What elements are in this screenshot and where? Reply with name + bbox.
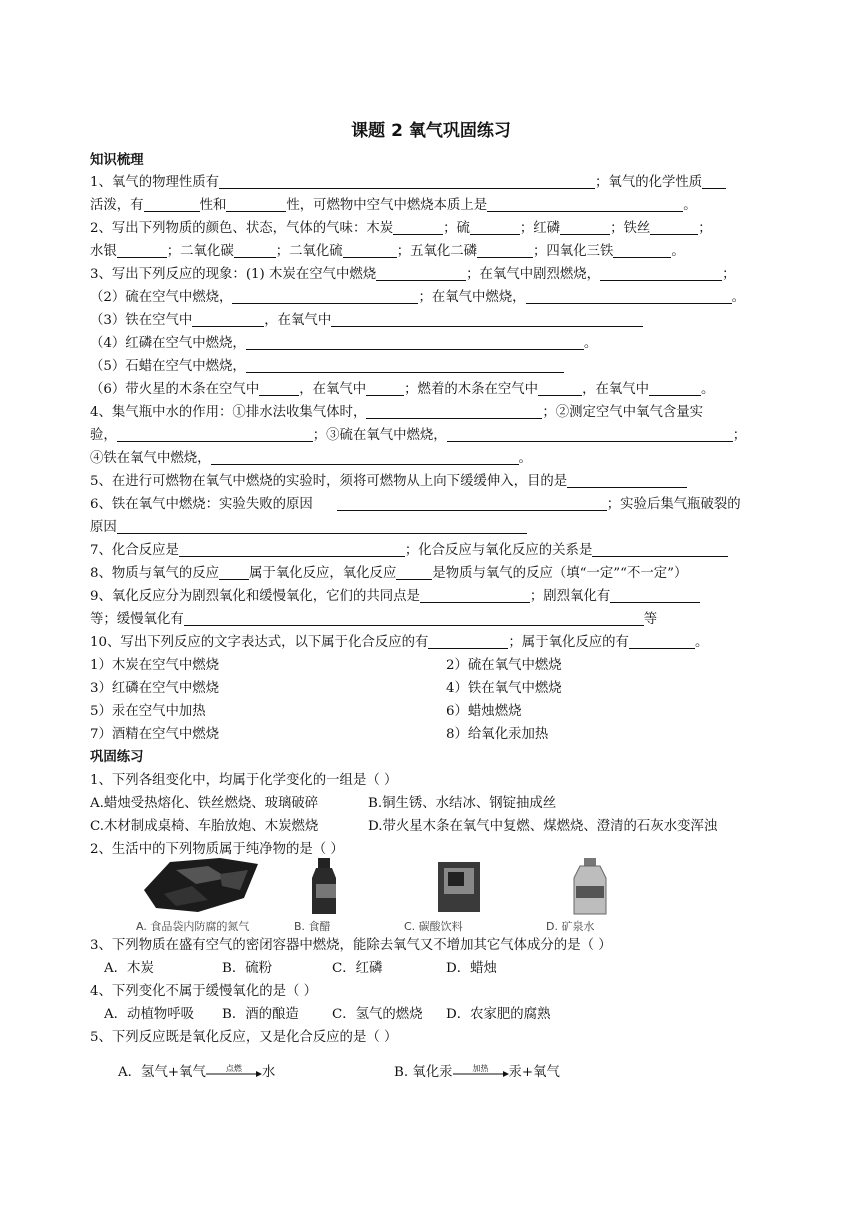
blank[interactable] (259, 380, 299, 396)
text: 是物质与氧气的反应（填“一定”“不一定”） (432, 566, 688, 581)
question-4-line-2 (90, 425, 746, 447)
blank[interactable] (650, 219, 698, 235)
text: 7、化合反应是 (90, 543, 179, 558)
text: ，在氧气中 (299, 382, 367, 397)
option-d-picture[interactable] (532, 856, 642, 934)
text: ；在氧气中燃烧， (418, 290, 526, 305)
blank[interactable] (219, 564, 249, 580)
option-a[interactable]: A．木炭 (104, 961, 154, 976)
reaction-item: 2）硫在氧气中燃烧 (446, 658, 562, 673)
blank[interactable] (702, 173, 726, 189)
text: （2）硫在空气中燃烧， (90, 290, 233, 305)
text: ；四氧化三铁 (533, 244, 614, 259)
reaction-item: 6）蜡烛燃烧 (446, 704, 522, 719)
text: ；二氧化硫 (275, 244, 343, 259)
option-d[interactable]: D.带火星木条在氧气中复燃、煤燃烧、澄清的石灰水变浑浊 (368, 819, 718, 834)
blank[interactable] (246, 357, 564, 373)
text: ； (722, 267, 736, 282)
text: ；红磷 (519, 221, 561, 236)
reactants: A．氢气+氧气 (118, 1065, 206, 1080)
blank[interactable] (592, 541, 728, 557)
blank[interactable] (337, 495, 607, 511)
text: 等 (643, 612, 658, 627)
text: ；③硫在氧气中燃烧， (312, 428, 447, 443)
question-1-line-2 (90, 195, 697, 217)
blank[interactable] (396, 564, 432, 580)
blank[interactable] (447, 426, 733, 442)
text: 。 (518, 451, 532, 466)
text: 等；缓慢氧化有 (90, 612, 184, 627)
blank[interactable] (470, 219, 520, 235)
question-4-line-3 (90, 448, 532, 470)
question-2-pictures (136, 856, 736, 934)
blank[interactable] (192, 311, 264, 327)
text: ；燃着的木条在空气中 (404, 382, 539, 397)
text: 3、写出下列反应的现象：(1) 木炭在空气中燃烧 (90, 267, 377, 282)
blank[interactable] (343, 242, 397, 258)
option-a[interactable] (118, 1062, 275, 1084)
blank[interactable] (420, 587, 530, 603)
blank[interactable] (366, 380, 404, 396)
text: 性，可燃物中空气中燃烧本质上是 (286, 198, 488, 213)
text: ； (732, 428, 747, 443)
text: 。 (701, 382, 715, 397)
option-c[interactable]: C.木材制成桌椅、车胎放炮、木炭燃烧 (90, 819, 319, 834)
text: ；化合反应与氧化反应的关系是 (404, 543, 593, 558)
text: 原因 (90, 520, 117, 535)
text: 。 (683, 198, 697, 213)
question-3-line-3 (90, 310, 643, 332)
blank[interactable] (117, 518, 527, 534)
option-b[interactable]: B.铜生锈、水结冰、钢锭抽成丝 (368, 796, 557, 811)
text: ；铁丝 (610, 221, 651, 236)
text: 10、写出下列反应的文字表达式，以下属于化合反应的有 (90, 635, 429, 650)
question-3-line-2 (90, 287, 745, 309)
reaction-item: 1）木炭在空气中燃烧 (90, 658, 220, 673)
question-10 (90, 632, 708, 654)
condition: 点燃 (225, 1064, 242, 1073)
text: 水银 (90, 244, 117, 259)
question-3-line-6 (90, 379, 714, 401)
text: 2、写出下列物质的颜色、状态，气体的气味：木炭 (90, 221, 394, 236)
option-c[interactable]: C．氢气的燃烧 (332, 1007, 423, 1022)
question-3-line-1 (90, 264, 735, 286)
text: ；硫 (443, 221, 470, 236)
reactants: B. 氧化汞 (394, 1065, 453, 1080)
text: 4、集气瓶中水的作用：①排水法收集气体时， (90, 405, 367, 420)
option-d[interactable]: D．蜡烛 (446, 961, 497, 976)
question-4-line-1 (90, 402, 703, 424)
question-9-line-2 (90, 609, 657, 631)
products: 汞+氧气 (508, 1065, 560, 1080)
products: 水 (261, 1065, 276, 1080)
reaction-row (90, 655, 219, 677)
text: 6、铁在氧气中燃烧：实验失败的原因 (90, 497, 313, 512)
text: ；二氧化碳 (166, 244, 234, 259)
text: 5、在进行可燃物在氧气中燃烧的实验时，须将可燃物从上向下缓缓伸入，目的是 (90, 474, 568, 489)
blank[interactable] (477, 242, 533, 258)
section-heading-practice: 巩固练习 (90, 750, 144, 765)
blank[interactable] (144, 196, 200, 212)
question-8 (90, 563, 687, 585)
blank[interactable] (649, 380, 701, 396)
reaction-arrow (453, 1064, 509, 1078)
blank[interactable] (560, 219, 610, 235)
caption-b: B. 食醋 (294, 920, 331, 933)
reaction-item: 3）红磷在空气中燃烧 (90, 681, 220, 696)
question-6-line-2 (90, 517, 527, 539)
option-a-picture[interactable] (136, 856, 266, 934)
text: ；五氧化二磷 (396, 244, 478, 259)
text: （6）带火星的木条在空气中 (90, 382, 260, 397)
arrow-icon (453, 1070, 509, 1078)
option-b[interactable] (394, 1062, 560, 1084)
text: 验， (90, 428, 117, 443)
blank[interactable] (538, 380, 582, 396)
text: （5）石蜡在空气中燃烧， (90, 359, 246, 374)
page-title: 课题 2 氧气巩固练习 (351, 121, 511, 141)
condition: 加热 (472, 1064, 489, 1073)
blank[interactable] (376, 265, 466, 281)
question-2-line-1 (90, 218, 712, 240)
reaction-item: 8）给氧化汞加热 (446, 727, 549, 742)
reaction-arrow (206, 1064, 262, 1078)
reaction-item: 5）汞在空气中加热 (90, 704, 206, 719)
text: 9、氧化反应分为剧烈氧化和缓慢氧化，它们的共同点是 (90, 589, 420, 604)
question-2-line-2 (90, 241, 685, 263)
question-1-line-1 (90, 172, 726, 194)
text: ；②测定空气中氧气含量实 (542, 405, 704, 420)
text: 属于氧化反应，氧化反应 (249, 566, 397, 581)
option-c[interactable]: C．红磷 (332, 961, 383, 976)
option-b-picture[interactable] (286, 856, 366, 934)
blank[interactable] (179, 541, 405, 557)
blank[interactable] (487, 196, 683, 212)
caption-c: C. 碳酸饮料 (404, 920, 463, 933)
caption-a: A. 食品袋内防腐的氮气 (136, 920, 250, 933)
text: ④铁在氧气中燃烧， (90, 451, 211, 466)
vinegar-bottle-image (286, 856, 366, 916)
text: （3）铁在空气中 (90, 313, 193, 328)
reaction-item: 7）酒精在空气中燃烧 (90, 727, 220, 742)
text: 1、氧气的物理性质有 (90, 175, 220, 190)
blank[interactable] (331, 311, 643, 327)
blank[interactable] (246, 334, 584, 350)
blank[interactable] (428, 633, 508, 649)
blank[interactable] (366, 403, 542, 419)
option-a[interactable]: A．动植物呼吸 (104, 1007, 195, 1022)
blank[interactable] (117, 242, 167, 258)
blank[interactable] (393, 219, 443, 235)
blank[interactable] (219, 173, 595, 189)
blank[interactable] (211, 449, 519, 465)
text: ，在氧气中 (582, 382, 650, 397)
blank[interactable] (234, 242, 276, 258)
practice-question-3: 3、下列物质在盛有空气的密闭容器中燃烧，能除去氧气又不增加其它气体成分的是（ ） (90, 938, 612, 953)
practice-question-1: 1、下列各组变化中，均属于化学变化的一组是（ ） (90, 773, 398, 788)
practice-question-4: 4、下列变化不属于缓慢氧化的是（ ） (90, 984, 318, 999)
blank[interactable] (613, 242, 671, 258)
blank[interactable] (117, 426, 313, 442)
question-3-line-5 (90, 356, 564, 378)
caption-d: D. 矿泉水 (546, 920, 595, 933)
option-a[interactable]: A.蜡烛受热熔化、铁丝燃烧、玻璃破碎 (90, 796, 319, 811)
text: 。 (671, 244, 685, 259)
option-b[interactable]: B．酒的酿造 (222, 1007, 299, 1022)
blank[interactable] (600, 265, 722, 281)
text: 8、物质与氧气的反应 (90, 566, 220, 581)
blank[interactable] (184, 610, 644, 626)
mineral-water-image (532, 856, 642, 916)
text: （4）红磷在空气中燃烧， (90, 336, 246, 351)
blank[interactable] (567, 472, 687, 488)
text: ； (698, 221, 712, 236)
text: 。 (694, 635, 709, 650)
text: 。 (731, 290, 745, 305)
reaction-item: 4）铁在氧气中燃烧 (446, 681, 562, 696)
option-c-picture[interactable] (398, 856, 508, 934)
arrow-icon (206, 1070, 262, 1078)
section-heading-knowledge: 知识梳理 (90, 153, 144, 168)
nitrogen-food-bag-image (136, 856, 266, 916)
text: 活泼，有 (90, 198, 144, 213)
option-d[interactable]: D．农家肥的腐熟 (446, 1007, 551, 1022)
text: ，在氧气中 (264, 313, 332, 328)
text: ；属于氧化反应的有 (508, 635, 629, 650)
question-6-line-1 (90, 494, 741, 516)
question-7 (90, 540, 728, 562)
question-3-line-4 (90, 333, 597, 355)
blank[interactable] (610, 587, 700, 603)
text: ；实验后集气瓶破裂的 (606, 497, 741, 512)
carbonated-drink-image (398, 856, 508, 916)
question-5 (90, 471, 687, 493)
practice-question-5: 5、下列反应既是氧化反应，又是化合反应的是（ ） (90, 1030, 398, 1045)
text: ；在氧气中剧烈燃烧， (466, 267, 601, 282)
blank[interactable] (526, 288, 732, 304)
text: 性和 (199, 198, 227, 213)
text: ；氧气的化学性质 (595, 175, 703, 190)
text: 。 (583, 336, 598, 351)
question-9-line-1 (90, 586, 700, 608)
blank[interactable] (629, 633, 695, 649)
blank[interactable] (226, 196, 286, 212)
blank[interactable] (232, 288, 418, 304)
option-b[interactable]: B．硫粉 (222, 961, 273, 976)
practice-question-2: 2、生活中的下列物质属于纯净物的是（ ） (90, 842, 344, 857)
text: ；剧烈氧化有 (529, 589, 611, 604)
